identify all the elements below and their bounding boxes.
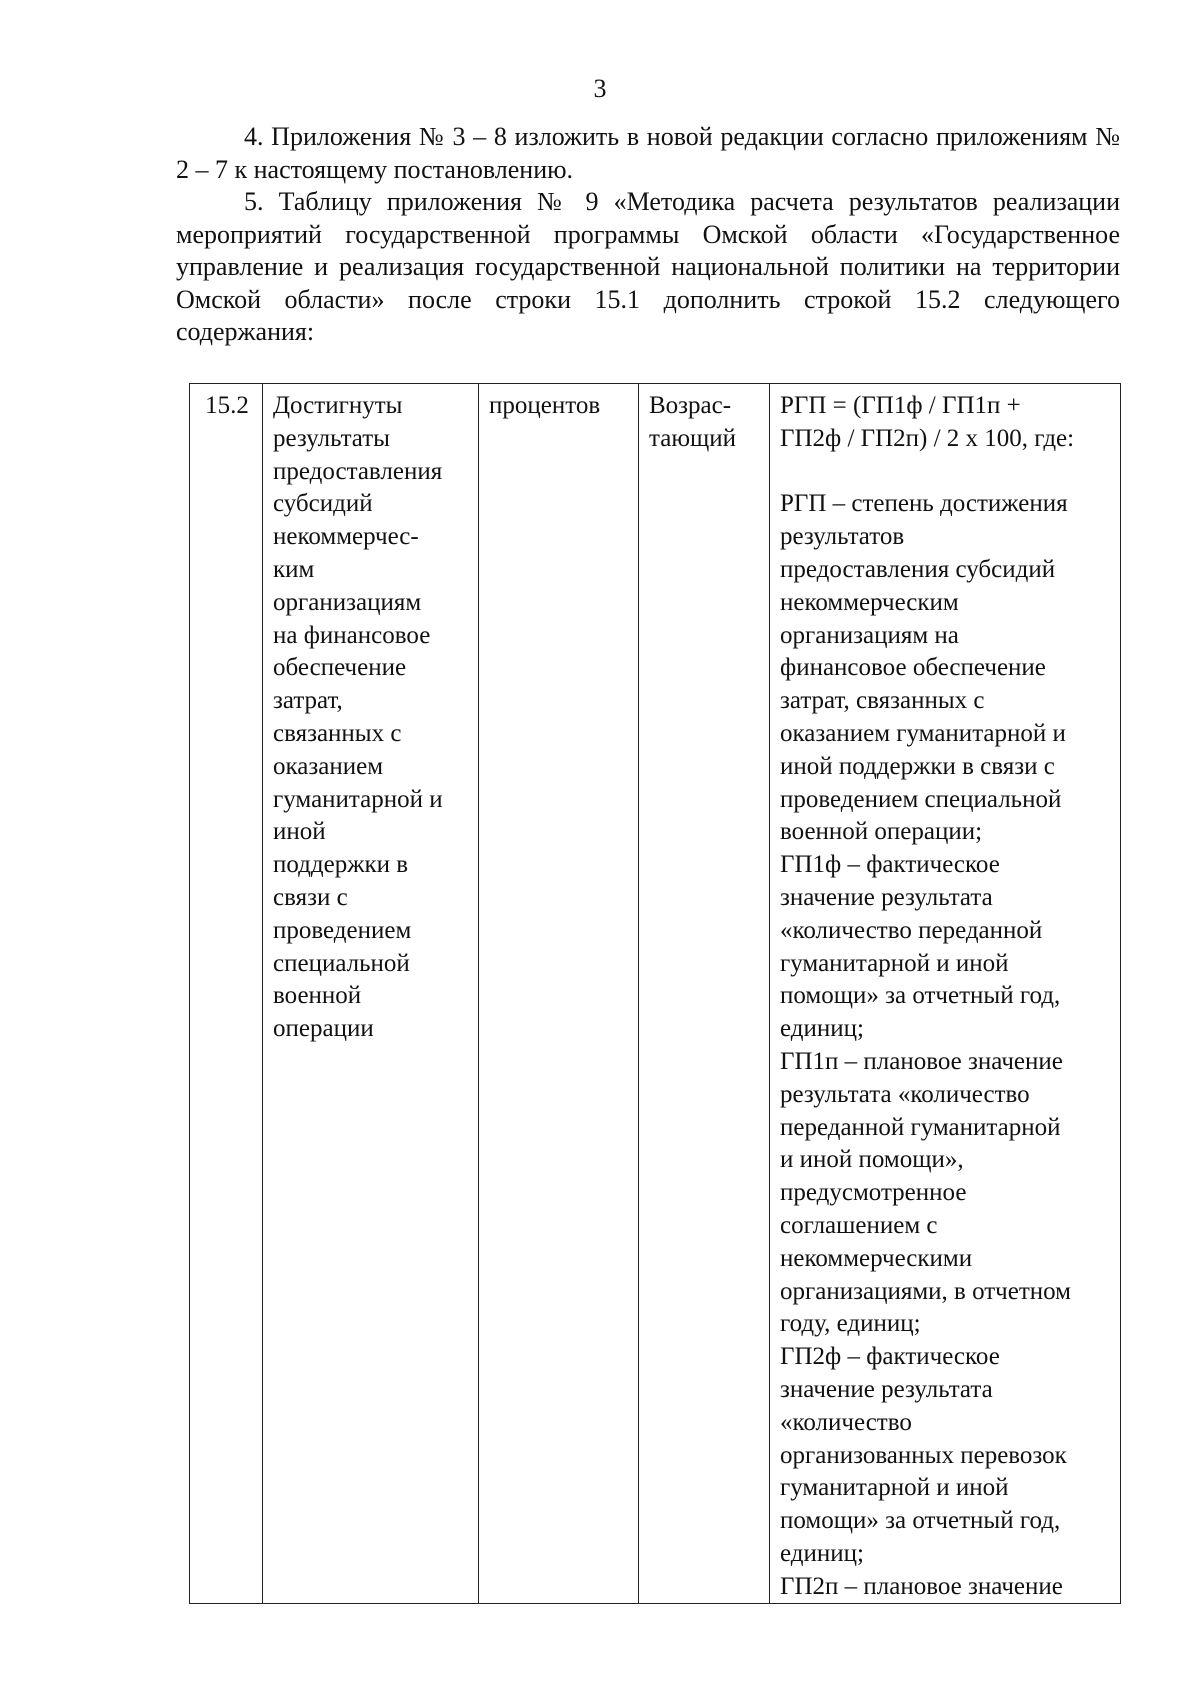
result-name-line: оказанием	[273, 752, 384, 780]
trend-cell	[639, 384, 770, 1604]
definition-line: результата «количество	[780, 1080, 1030, 1108]
definition-line: организациям на	[780, 621, 959, 649]
result-name-line: Достигнуты	[273, 392, 403, 419]
definition-line: ГП2ф – фактическое	[780, 1343, 1000, 1371]
formula-line: РГП = (ГП1ф / ГП1п +	[780, 392, 1021, 419]
result-name-line: гуманитарной и	[273, 785, 443, 813]
result-name-line: субсидий	[273, 490, 373, 518]
definition-line: единиц;	[780, 1015, 864, 1043]
result-name	[273, 390, 472, 1046]
definition-line: значение результата	[780, 883, 993, 911]
formula-cell	[770, 384, 1121, 1604]
definition-line: помощи» за отчетный год,	[780, 1507, 1061, 1535]
definition-line: помощи» за отчетный год,	[780, 982, 1061, 1010]
definition-line: гуманитарной и иной	[780, 949, 1009, 977]
result-name-cell	[263, 384, 479, 1604]
trend-type-line: тающий	[649, 424, 737, 452]
result-name-line: некоммерчес-	[273, 523, 419, 551]
definition-line: результатов	[780, 523, 905, 551]
definition-line: военной операции;	[780, 818, 983, 846]
result-name-line: связанных с	[273, 719, 402, 747]
trend-type	[649, 390, 763, 456]
result-name-line: организациям	[273, 588, 422, 616]
trend-type-line: Возрас-	[649, 392, 732, 419]
result-name-line: на финансовое	[273, 621, 431, 649]
blank-line	[780, 456, 1114, 489]
definition-line: значение результата	[780, 1375, 993, 1403]
result-name-line: военной	[273, 982, 362, 1010]
methodology-table	[189, 383, 1121, 1604]
formula-definitions	[780, 488, 1114, 1603]
definition-line: организациями, в отчетном	[780, 1277, 1072, 1305]
definition-line: и иной помощи»,	[780, 1146, 964, 1174]
result-name-line: поддержки в	[273, 851, 409, 879]
definition-line: некоммерческим	[780, 588, 959, 616]
row-number-cell	[190, 384, 263, 1604]
definition-line: некоммерческими	[780, 1244, 973, 1272]
definition-line: ГП2п – плановое значение	[780, 1572, 1063, 1600]
definition-line: «количество	[780, 1408, 912, 1436]
definition-line: ГП1п – плановое значение	[780, 1047, 1063, 1075]
page-number: 3	[593, 74, 607, 103]
result-name-line: операции	[273, 1015, 374, 1043]
formula-line: ГП2ф / ГП2п) / 2 x 100, где:	[780, 424, 1075, 452]
paragraph-item-4: 4. Приложения № 3 – 8 изложить в новой редакции согласно приложениям № 2 – 7 к настоящему постановлению.	[176, 122, 1120, 184]
definition-line: переданной гуманитарной	[780, 1113, 1061, 1141]
result-name-line: иной	[273, 818, 326, 846]
definition-line: финансовое обеспечение	[780, 654, 1046, 682]
definition-line: затрат, связанных с	[780, 687, 985, 715]
definition-line: организованных перевозок	[780, 1441, 1067, 1469]
result-name-line: специальной	[273, 949, 410, 977]
definition-line: предусмотренное	[780, 1179, 967, 1207]
paragraph-item-5: 5. Таблицу приложения № 9 «Методика расчета результатов реализации мероприятий государственной программы Омской области «Государственное управление и реализация государственной национальной политики на территории Омской области» после строки 15.1 дополнить строкой 15.2 следующего содержания:	[176, 187, 1120, 346]
definition-line: проведением специальной	[780, 785, 1062, 813]
table-row	[190, 384, 1121, 1604]
definition-line: году, единиц;	[780, 1310, 921, 1338]
row-number: 15.2	[205, 392, 249, 419]
definition-line: РГП – степень достижения	[780, 490, 1068, 518]
definition-line: ГП1ф – фактическое	[780, 851, 1000, 879]
result-name-line: затрат,	[273, 687, 343, 715]
result-name-line: ким	[273, 555, 315, 583]
definition-line: единиц;	[780, 1539, 864, 1567]
definition-line: иной поддержки в связи с	[780, 752, 1055, 780]
result-name-line: предоставления	[273, 457, 443, 485]
unit-cell	[479, 384, 639, 1604]
definition-line: оказанием гуманитарной и	[780, 719, 1066, 747]
definition-line: соглашением с	[780, 1211, 938, 1239]
calculation-formula	[780, 390, 1114, 456]
result-name-line: проведением	[273, 916, 412, 944]
definition-line: гуманитарной и иной	[780, 1474, 1009, 1502]
definition-line: предоставления субсидий	[780, 555, 1056, 583]
unit-of-measure: процентов	[489, 392, 601, 419]
result-name-line: связи с	[273, 883, 348, 911]
result-name-line: обеспечение	[273, 654, 407, 682]
result-name-line: результаты	[273, 424, 390, 452]
definition-line: «количество переданной	[780, 916, 1043, 944]
